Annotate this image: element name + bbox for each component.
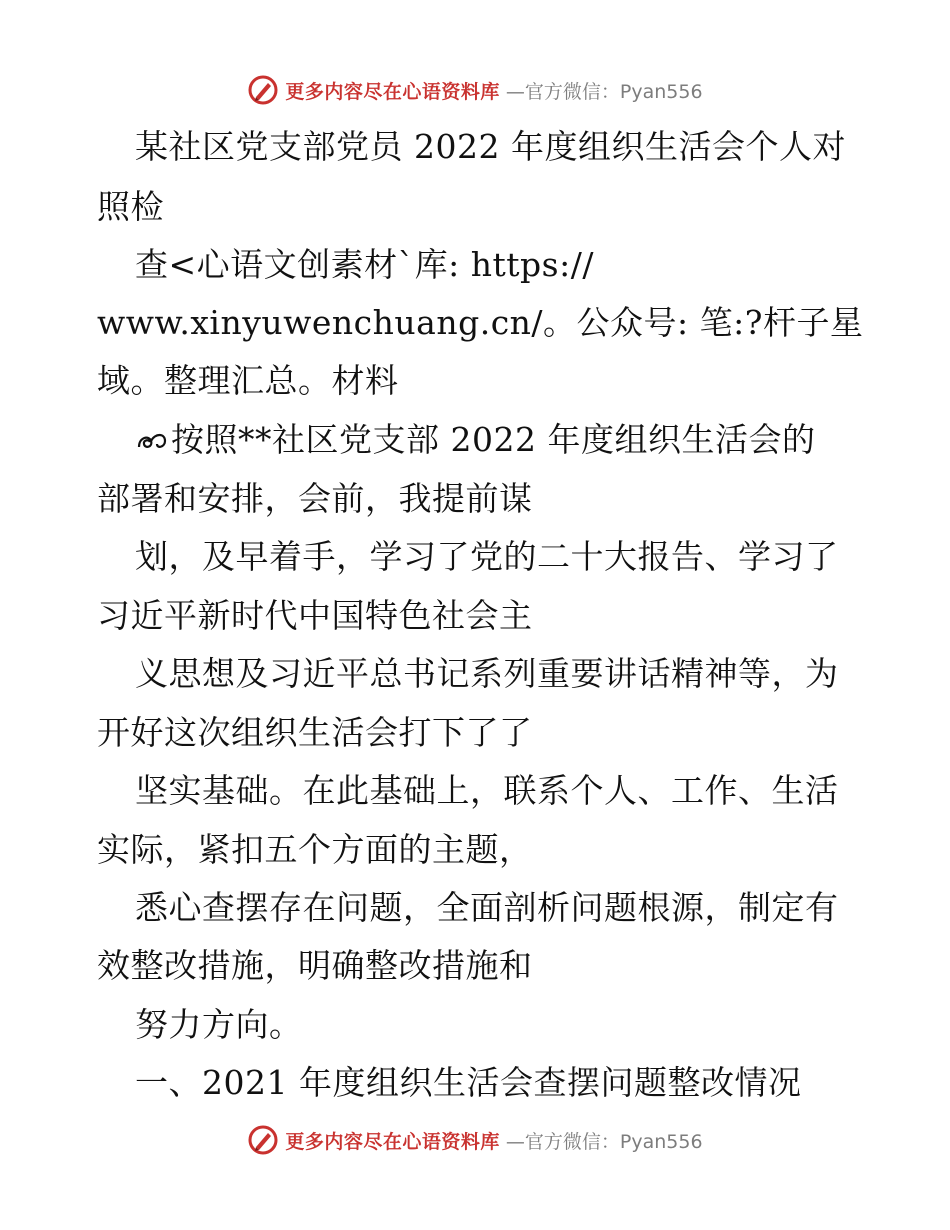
paragraph-line-11: 努力方向。 — [135, 1005, 303, 1044]
paragraph-line-1-text: 按照**社区党支部 2022 年度组织生活会的 — [171, 420, 816, 459]
paragraph-line-7: 坚实基础。在此基础上，联系个人、工作、生活 — [135, 771, 839, 810]
banner-brand-text: 更多内容尽在心语资料库 — [285, 1130, 500, 1153]
paragraph-line-2: 部署和安排，会前，我提前谋 — [97, 479, 533, 518]
header-watermark-banner — [0, 70, 950, 110]
title-line-1: 某社区党支部党员 2022 年度组织生活会个人对 — [135, 127, 846, 166]
paragraph-line-5: 义思想及习近平总书记系列重要讲话精神等，为 — [135, 654, 839, 693]
paragraph-line-1 — [135, 420, 815, 460]
source-line-1: 查<心语文创素材`库: https:// — [135, 245, 594, 284]
paragraph-line-3: 划，及早着手，学习了党的二十大报告、学习了 — [135, 537, 839, 576]
paragraph-line-9: 悉心查摆存在问题，全面剖析问题根源，制定有 — [135, 888, 839, 927]
banner-contact-text: —官方微信：Pyan556 — [505, 1130, 703, 1153]
source-line-2: www.xinyuwenchuang.cn/。公众号: 笔:?杆子星 — [97, 303, 864, 342]
section-heading-1: 一、2021 年度组织生活会查摆问题整改情况 — [135, 1063, 802, 1102]
swirl-ornament-icon — [135, 427, 169, 455]
source-line-3: 域。整理汇总。材料 — [97, 361, 399, 400]
pen-logo-icon — [247, 1124, 279, 1156]
paragraph-line-10: 效整改措施，明确整改措施和 — [97, 946, 533, 985]
title-line-2: 照检 — [97, 187, 164, 226]
banner-contact-text: —官方微信：Pyan556 — [505, 80, 703, 103]
paragraph-line-6: 开好这次组织生活会打下了了 — [97, 713, 533, 752]
banner-brand-text: 更多内容尽在心语资料库 — [285, 80, 500, 103]
paragraph-line-8: 实际，紧扣五个方面的主题， — [97, 830, 533, 869]
paragraph-line-4: 习近平新时代中国特色社会主 — [97, 596, 533, 635]
footer-watermark-banner — [0, 1120, 950, 1160]
pen-logo-icon — [247, 74, 279, 106]
